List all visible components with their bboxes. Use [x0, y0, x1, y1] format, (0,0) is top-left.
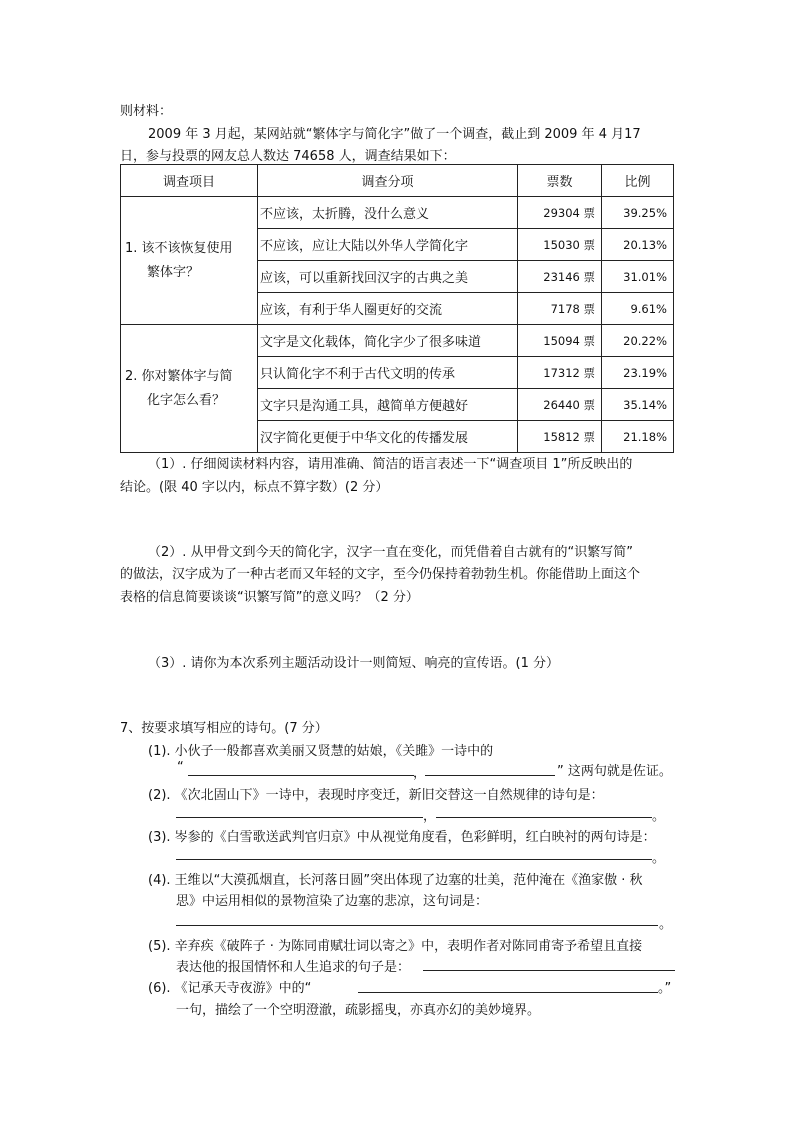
ratio-cell: 20.22% — [602, 325, 674, 357]
header-votes: 票数 — [518, 165, 602, 197]
votes-cell: 23146 票 — [518, 261, 602, 293]
item-2-blank-a[interactable] — [176, 817, 423, 818]
question-cell-1 — [121, 197, 258, 325]
ratio-cell: 31.01% — [602, 261, 674, 293]
item-4-blank[interactable] — [176, 925, 658, 926]
question-2-line-1: 2. 你对繁体字与简 — [125, 368, 233, 384]
survey-table — [120, 164, 674, 453]
item-1-blank-b[interactable] — [425, 775, 555, 776]
header-option: 调查分项 — [258, 165, 518, 197]
item-4-period: 。 — [659, 917, 673, 932]
votes-cell: 17312 票 — [518, 357, 602, 389]
option-cell: 应该，有利于华人圈更好的交流 — [258, 293, 518, 325]
item-5-text: (5). 辛弃疾《破阵子 · 为陈同甫赋壮词以寄之》中，表明作者对陈同甫寄予希望且直接 — [148, 939, 643, 954]
question-2-line-2: 化字怎么看？ — [147, 392, 226, 408]
item-1-text: (1). 小伙子一般都喜欢美丽又贤慧的姑娘，《关雎》一诗中的 — [148, 744, 494, 759]
question-1-text-cont: 结论。(限 40 字以内，标点不算字数）(2 分） — [120, 480, 389, 495]
intro-line-1: 2009 年 3 月起，某网站就“繁体字与简化字”做了一个调查，截止到 2009 年 4 月17 — [148, 127, 641, 142]
question-2-text-cont: 的做法，汉字成为了一种古老而又年轻的文字，至今仍保持着勃勃生机。你能借助上面这个 — [120, 567, 641, 582]
section-7-title: 7、按要求填写相应的诗句。(7 分） — [120, 721, 328, 736]
option-cell: 不应该，太折腾，没什么意义 — [258, 197, 518, 229]
option-cell: 文字只是沟通工具，越简单方便越好 — [258, 389, 518, 421]
item-6-text-cont: 一句，描绘了一个空明澄澈，疏影摇曳，亦真亦幻的美妙境界。 — [176, 1003, 541, 1018]
votes-cell: 29304 票 — [518, 197, 602, 229]
votes-cell: 15030 票 — [518, 229, 602, 261]
option-cell: 文字是文化载体，简化字少了很多味道 — [258, 325, 518, 357]
item-5-text-cont: 表达他的报国情怀和人生追求的句子是： — [176, 960, 411, 975]
item-6-close: 。” — [658, 981, 672, 996]
item-2-text: (2). 《次北固山下》一诗中，表现时序变迁，新旧交替这一自然规律的诗句是： — [148, 788, 604, 803]
option-cell: 不应该，应让大陆以外华人学简化字 — [258, 229, 518, 261]
ratio-cell: 39.25% — [602, 197, 674, 229]
table-header-row — [121, 165, 674, 197]
item-2-comma: ， — [423, 809, 437, 824]
option-cell: 汉字简化更便于中华文化的传播发展 — [258, 421, 518, 453]
item-3-text: (3). 岑参的《白雪歌送武判官归京》中从视觉角度看，色彩鲜明，红白映衬的两句诗是： — [148, 830, 656, 845]
item-1-comma: ， — [413, 766, 427, 781]
header-ratio: 比例 — [602, 165, 674, 197]
question-2-text: （2）. 从甲骨文到今天的简化字，汉字一直在变化，而凭借着自古就有的“识繁写简” — [148, 545, 634, 560]
item-1-tail: ” 这两句就是佐证。 — [557, 764, 672, 779]
option-cell: 只认简化字不利于古代文明的传承 — [258, 357, 518, 389]
item-3-blank[interactable] — [176, 859, 652, 860]
votes-cell: 26440 票 — [518, 389, 602, 421]
item-2-blank-b[interactable] — [436, 817, 652, 818]
question-cell-2 — [121, 325, 258, 453]
header-item: 调查项目 — [121, 165, 258, 197]
votes-cell: 15812 票 — [518, 421, 602, 453]
table-row — [121, 197, 674, 229]
item-1-open-quote: “ — [177, 760, 184, 775]
question-1-line-2: 繁体字？ — [147, 264, 200, 280]
item-1-blank-a[interactable] — [188, 775, 414, 776]
votes-cell: 7178 票 — [518, 293, 602, 325]
item-4-text: (4). 王维以“大漠孤烟直，长河落日圆”突出体现了边塞的壮美，范仲淹在《渔家傲 · 秋 — [148, 873, 643, 888]
question-1-line-1: 1. 该不该恢复使用 — [125, 240, 233, 256]
ratio-cell: 35.14% — [602, 389, 674, 421]
option-cell: 应该，可以重新找回汉字的古典之美 — [258, 261, 518, 293]
ratio-cell: 20.13% — [602, 229, 674, 261]
question-1-text: （1）. 仔细阅读材料内容，请用准确、简洁的语言表述一下“调查项目 1”所反映出的 — [148, 457, 633, 472]
ratio-cell: 21.18% — [602, 421, 674, 453]
item-3-period: 。 — [652, 851, 666, 866]
intro-line-2: 日，参与投票的网友总人数达 74658 人，调查结果如下： — [120, 149, 456, 164]
votes-cell: 15094 票 — [518, 325, 602, 357]
ratio-cell: 23.19% — [602, 357, 674, 389]
item-6-text: (6). 《记承天寺夜游》中的“ — [148, 981, 312, 996]
ratio-cell: 9.61% — [602, 293, 674, 325]
item-4-text-cont: 思》中运用相似的景物渲染了边塞的悲凉，这句词是： — [176, 894, 489, 909]
question-2-text-cont2: 表格的信息简要谈谈“识繁写简”的意义吗？（2 分） — [120, 590, 419, 605]
item-2-period: 。 — [652, 809, 666, 824]
item-5-blank[interactable] — [423, 970, 675, 971]
question-3-text: （3）. 请你为本次系列主题活动设计一则简短、响亮的宣传语。(1 分） — [148, 656, 560, 671]
item-6-blank[interactable] — [358, 992, 658, 993]
material-label: 则材料： — [120, 104, 173, 119]
table-row — [121, 325, 674, 357]
